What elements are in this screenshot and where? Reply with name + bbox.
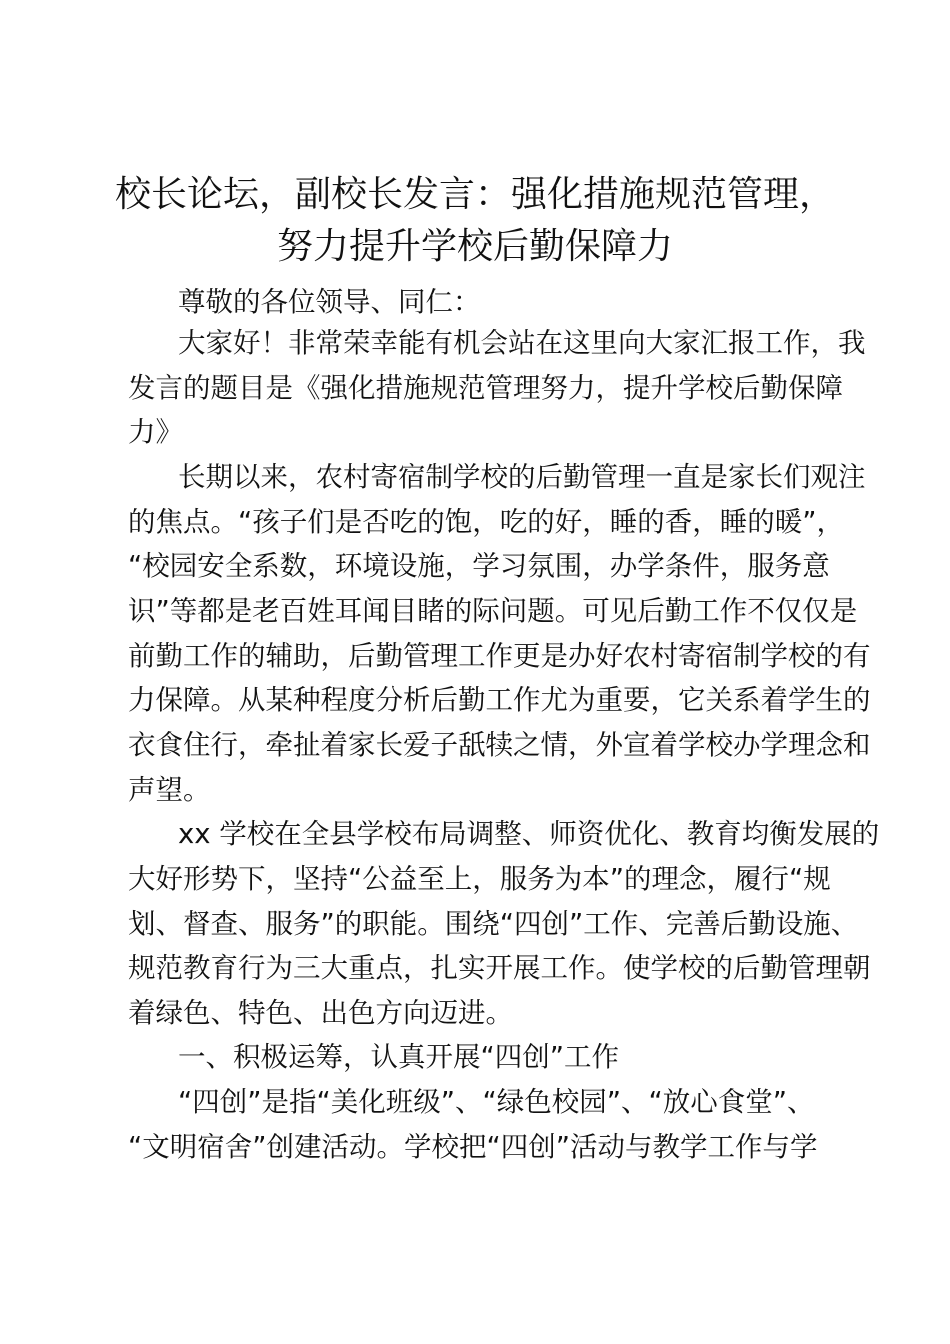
text-line: 的焦点。“孩子们是否吃的饱，吃的好，睡的香，睡的暖”， (128, 506, 844, 538)
text-line: 识”等都是老百姓耳闻目睹的际问题。可见后勤工作不仅仅是 (128, 595, 858, 627)
text-line: 力》 (128, 416, 183, 448)
text-line: 声望。 (128, 774, 211, 806)
text-line: xx 学校在全县学校布局调整、师资优化、教育均衡发展的 (178, 818, 880, 850)
text-line: 大家好！非常荣幸能有机会站在这里向大家汇报工作，我 (178, 327, 866, 359)
section-heading: 一、积极运筹，认真开展“四创”工作 (178, 1041, 619, 1073)
text-line: 长期以来，农村寄宿制学校的后勤管理一直是家长们观注 (178, 461, 866, 493)
text-line: “四创”是指“美化班级”、“绿色校园”、“放心食堂”、 (178, 1086, 815, 1118)
salutation: 尊敬的各位领导、同仁： (178, 286, 481, 318)
text-line: “校园安全系数，环境设施，学习氛围，办学条件，服务意 (128, 550, 830, 582)
text-line: 前勤工作的辅助，后勤管理工作更是办好农村寄宿制学校的有 (128, 640, 871, 672)
text-line: 力保障。从某种程度分析后勤工作尤为重要，它关系着学生的 (128, 684, 871, 716)
text-line: 着绿色、特色、出色方向迈进。 (128, 997, 513, 1029)
text-line: “文明宿舍”创建活动。学校把“四创”活动与教学工作与学 (128, 1131, 818, 1163)
text-line: 衣食住行，牵扯着家长爱子舐犊之情，外宣着学校办学理念和 (128, 729, 871, 761)
text-line: 大好形势下，坚持“公益至上，服务为本”的理念，履行“规 (128, 863, 831, 895)
text-line: 发言的题目是《强化措施规范管理努力，提升学校后勤保障 (128, 372, 843, 404)
text-line: 划、督查、服务”的职能。围绕“四创”工作、完善后勤设施、 (128, 908, 859, 940)
document-title-line-1: 校长论坛，副校长发言：强化措施规范管理， (114, 174, 835, 215)
text-line: 规范教育行为三大重点，扎实开展工作。使学校的后勤管理朝 (128, 952, 871, 984)
document-title-line-2: 努力提升学校后勤保障力 (276, 226, 673, 267)
